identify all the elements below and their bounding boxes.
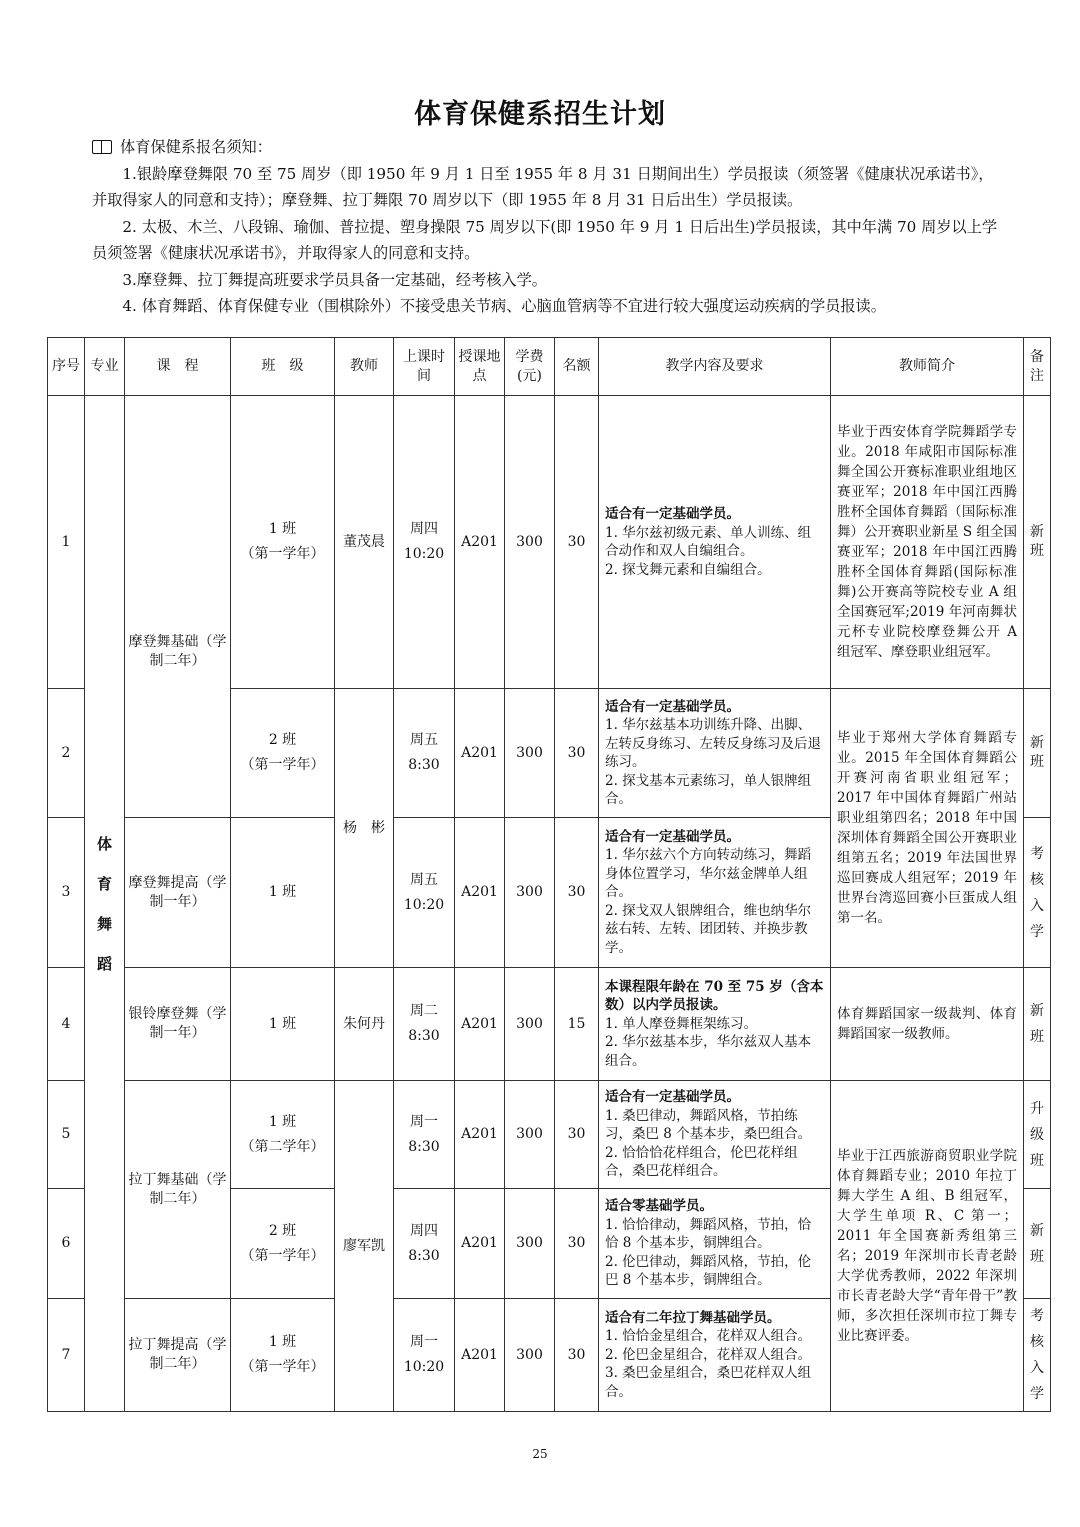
cell-place: A201 <box>455 689 505 818</box>
header-major: 专业 <box>85 338 125 396</box>
time-day: 周五 <box>410 871 438 888</box>
class-year: （第一学年） <box>240 757 325 773</box>
content-head: 适合有一定基础学员。 <box>605 506 740 522</box>
cell-content <box>599 1081 831 1189</box>
cell-fee: 300 <box>505 1299 555 1412</box>
cell-bio: 毕业于郑州大学体育舞蹈专业。2015 年全国体育舞蹈公开赛河南省职业组冠军；2017 年中国体育舞蹈广州站职业组第四名；2018 年中国深圳体育舞蹈全国公开赛职业组第五名；2019 年法国世界巡回赛成人组冠军；2019 年世界台湾巡回赛小巨蛋成人组第一名。 <box>831 689 1024 968</box>
cell-time <box>394 1299 455 1412</box>
cell-remark: 考核入学 <box>1024 818 1051 968</box>
class-year: （第一学年） <box>240 546 325 562</box>
header-bio: 教师简介 <box>831 338 1024 396</box>
cell-fee: 300 <box>505 1081 555 1189</box>
content-line: 3. 桑巴金星组合，桑巴花样双人组合。 <box>605 1365 812 1400</box>
notice-item-3: 3.摩登舞、拉丁舞提高班要求学员具备一定基础，经考核入学。 <box>122 270 547 289</box>
cell-seq: 5 <box>48 1081 85 1189</box>
page-title: 体育保健系招生计划 <box>414 99 666 130</box>
content-line: 1. 华尔兹六个方向转动练习，舞蹈身体位置学习，华尔兹金牌单人组合。 <box>605 847 812 901</box>
page-number: 25 <box>532 1447 548 1461</box>
content-line: 2. 伦巴律动，舞蹈风格，节拍，伦巴 8 个基本步，铜牌组合。 <box>605 1253 812 1289</box>
time-hour: 8:30 <box>408 1138 440 1155</box>
header-quota: 名额 <box>555 338 599 396</box>
time-hour: 8:30 <box>408 1028 440 1044</box>
class-name: 1 班 <box>268 884 297 900</box>
cell-bio: 体育舞蹈国家一级裁判、体育舞蹈国家一级教师。 <box>831 968 1024 1081</box>
cell-course: 摩登舞基础（学制二年） <box>125 396 231 818</box>
content-line: 1. 单人摩登舞框架练习。 <box>605 1015 758 1032</box>
cell-teacher: 朱何丹 <box>335 968 394 1081</box>
cell-quota: 15 <box>555 968 599 1081</box>
cell-place: A201 <box>455 1081 505 1189</box>
time-hour: 8:30 <box>408 757 440 773</box>
notice-item-1: 1.银龄摩登舞限 70 至 75 周岁（即 1950 年 9 月 1 日至 1955 年 8 月 31 日期间出生）学员报读（须签署《健康状况承诺书》，并取得家人的同意和支持）；摩登舞、拉丁舞限 70 周岁以下（即 1955 年 8 月 31 日后出生）学员报读。 <box>92 164 994 209</box>
cell-content <box>599 818 831 968</box>
class-name: 1 班 <box>268 521 297 537</box>
cell-quota: 30 <box>555 396 599 689</box>
content-line: 2. 伦巴金星组合，花样双人组合。 <box>605 1346 812 1363</box>
cell-quota: 30 <box>555 1081 599 1189</box>
cell-content <box>599 968 831 1081</box>
cell-remark: 新班 <box>1024 396 1051 689</box>
cell-remark: 考核入学 <box>1024 1299 1051 1412</box>
notice-item-2: 2. 太极、木兰、八段锦、瑜伽、普拉提、塑身操限 75 周岁以下(即 1950 年 9 月 1 日后出生)学员报读，其中年满 70 周岁以上学员须签署《健康状况承诺书》，并取得家人的同意和支持。 <box>92 217 998 262</box>
cell-major <box>85 396 125 1412</box>
time-hour: 10:20 <box>403 1359 445 1375</box>
cell-teacher: 廖军凯 <box>335 1081 394 1412</box>
class-year: （第二学年） <box>240 1138 325 1155</box>
cell-fee: 300 <box>505 818 555 968</box>
cell-remark: 新班 <box>1024 689 1051 818</box>
cell-place: A201 <box>455 396 505 689</box>
cell-place: A201 <box>455 818 505 968</box>
cell-remark: 新班 <box>1024 968 1051 1081</box>
header-fee: 学费(元) <box>505 338 555 396</box>
time-day: 周二 <box>410 1003 438 1019</box>
cell-seq: 1 <box>48 396 85 689</box>
cell-class <box>231 1189 335 1299</box>
cell-seq: 6 <box>48 1189 85 1299</box>
content-head: 本课程限年龄在 70 至 75 岁（含本数）以内学员报读。 <box>605 978 824 1014</box>
cell-time <box>394 818 455 968</box>
cell-teacher: 杨 彬 <box>335 689 394 968</box>
table-row <box>48 968 1051 1081</box>
cell-course: 拉丁舞基础（学制二年） <box>125 1081 231 1299</box>
content-line: 2. 探戈双人银牌组合，维也纳华尔兹右转、左转、团团转、并换步教学。 <box>605 902 812 956</box>
content-line: 2. 探戈舞元素和自编组合。 <box>605 561 771 578</box>
cell-remark: 新班 <box>1024 1189 1051 1299</box>
cell-content <box>599 1189 831 1299</box>
class-name: 1 班 <box>268 1113 297 1130</box>
cell-fee: 300 <box>505 396 555 689</box>
cell-time <box>394 1189 455 1299</box>
table-row <box>48 396 1051 689</box>
class-name: 1 班 <box>268 1015 297 1032</box>
cell-fee: 300 <box>505 689 555 818</box>
major-text: 体育舞蹈 <box>97 834 113 973</box>
content-line: 1. 桑巴律动，舞蹈风格，节拍练习，桑巴 8 个基本步，桑巴组合。 <box>605 1107 812 1143</box>
time-day: 周一 <box>410 1113 438 1130</box>
cell-quota: 30 <box>555 1189 599 1299</box>
class-name: 2 班 <box>268 732 297 748</box>
content-head: 适合零基础学员。 <box>605 1198 713 1215</box>
class-year: （第一学年） <box>240 1359 325 1375</box>
cell-quota: 30 <box>555 818 599 968</box>
content-head: 适合有一定基础学员。 <box>605 828 740 845</box>
cell-fee: 300 <box>505 968 555 1081</box>
class-name: 2 班 <box>268 1222 297 1239</box>
cell-class <box>231 396 335 689</box>
cell-place: A201 <box>455 1189 505 1299</box>
notice-section <box>92 134 1007 320</box>
header-remark: 备注 <box>1024 338 1051 396</box>
enrollment-table <box>47 337 1051 1412</box>
table-row <box>48 1081 1051 1189</box>
cell-course: 摩登舞提高（学制一年） <box>125 818 231 968</box>
time-hour: 10:20 <box>403 896 445 913</box>
cell-seq: 2 <box>48 689 85 818</box>
cell-bio: 毕业于西安体育学院舞蹈学专业。2018 年咸阳市国际标准舞全国公开赛标准职业组地区赛亚军；2018 年中国江西腾胜杯全国体育舞蹈（国际标准舞）公开赛职业新星 S 组全国赛亚军；2018 年中国江西腾胜杯全国体育舞蹈(国际标准舞)公开赛高等院校专业 A 组全国赛冠军;2019 年河南舞状元杯专业院校摩登舞公开 A 组冠军、摩登职业组冠军。 <box>831 396 1024 689</box>
book-icon <box>92 140 112 154</box>
content-line: 1. 华尔兹初级元素、单人训练、组合动作和双人自编组合。 <box>605 524 812 559</box>
time-day: 周一 <box>410 1334 438 1350</box>
cell-time <box>394 968 455 1081</box>
cell-course: 银铃摩登舞（学制一年） <box>125 968 231 1081</box>
cell-seq: 4 <box>48 968 85 1081</box>
notice-heading-row <box>92 134 1007 161</box>
content-head: 适合有二年拉丁舞基础学员。 <box>605 1309 781 1326</box>
content-line: 1. 华尔兹基本功训练升降、出脚、左转反身练习、左转反身练习及后退练习。 <box>605 717 821 770</box>
content-line: 1. 恰恰律动，舞蹈风格，节拍，恰恰 8 个基本步，铜牌组合。 <box>605 1216 812 1252</box>
cell-time <box>394 396 455 689</box>
time-day: 周四 <box>410 521 438 537</box>
cell-bio: 毕业于江西旅游商贸职业学院体育舞蹈专业；2010 年拉丁舞大学生 A 组、B 组冠军，大学生单项 R、C 第一；2011 年全国赛新秀组第三名；2019 年深圳市长青老龄大学优秀教师，2022 年深圳市长青老龄大学“青年骨干”教师，多次担任深圳市拉丁舞专业比赛评委。 <box>831 1081 1024 1412</box>
cell-class <box>231 968 335 1081</box>
cell-place: A201 <box>455 968 505 1081</box>
content-line: 1. 恰恰金星组合，花样双人组合。 <box>605 1328 812 1345</box>
header-class: 班 级 <box>231 338 335 396</box>
class-name: 1 班 <box>268 1334 297 1350</box>
notice-item-4: 4. 体育舞蹈、体育保健专业（围棋除外）不接受患关节病、心脑血管病等不宜进行较大强度运动疾病的学员报读。 <box>122 297 886 315</box>
header-time: 上课时间 <box>394 338 455 396</box>
cell-quota: 30 <box>555 689 599 818</box>
cell-place: A201 <box>455 1299 505 1412</box>
cell-course: 拉丁舞提高（学制二年） <box>125 1299 231 1412</box>
cell-class <box>231 818 335 968</box>
cell-seq: 7 <box>48 1299 85 1412</box>
cell-time <box>394 689 455 818</box>
cell-teacher: 董茂晨 <box>335 396 394 689</box>
time-hour: 10:20 <box>403 546 445 562</box>
time-day: 周四 <box>410 1222 438 1239</box>
class-year: （第一学年） <box>240 1247 325 1264</box>
header-content: 教学内容及要求 <box>599 338 831 396</box>
cell-seq: 3 <box>48 818 85 968</box>
cell-class <box>231 1299 335 1412</box>
content-line: 2. 探戈基本元素练习，单人银牌组合。 <box>605 772 812 807</box>
cell-content <box>599 396 831 689</box>
cell-content <box>599 1299 831 1412</box>
cell-class <box>231 1081 335 1189</box>
content-line: 2. 恰恰恰花样组合，伦巴花样组合，桑巴花样组合。 <box>605 1144 798 1180</box>
time-day: 周五 <box>410 732 438 748</box>
header-place: 授课地点 <box>455 338 505 396</box>
header-seq: 序号 <box>48 338 85 396</box>
cell-quota: 30 <box>555 1299 599 1412</box>
cell-class <box>231 689 335 818</box>
time-hour: 8:30 <box>408 1247 440 1264</box>
header-teacher: 教师 <box>335 338 394 396</box>
cell-remark: 升级班 <box>1024 1081 1051 1189</box>
content-line: 2. 华尔兹基本步，华尔兹双人基本组合。 <box>605 1034 812 1069</box>
content-head: 适合有一定基础学员。 <box>605 698 740 715</box>
cell-content <box>599 689 831 818</box>
cell-fee: 300 <box>505 1189 555 1299</box>
cell-time <box>394 1081 455 1189</box>
notice-heading: 体育保健系报名须知： <box>120 138 272 156</box>
table-header-row <box>48 338 1051 396</box>
content-head: 适合有一定基础学员。 <box>605 1089 740 1106</box>
header-course: 课 程 <box>125 338 231 396</box>
